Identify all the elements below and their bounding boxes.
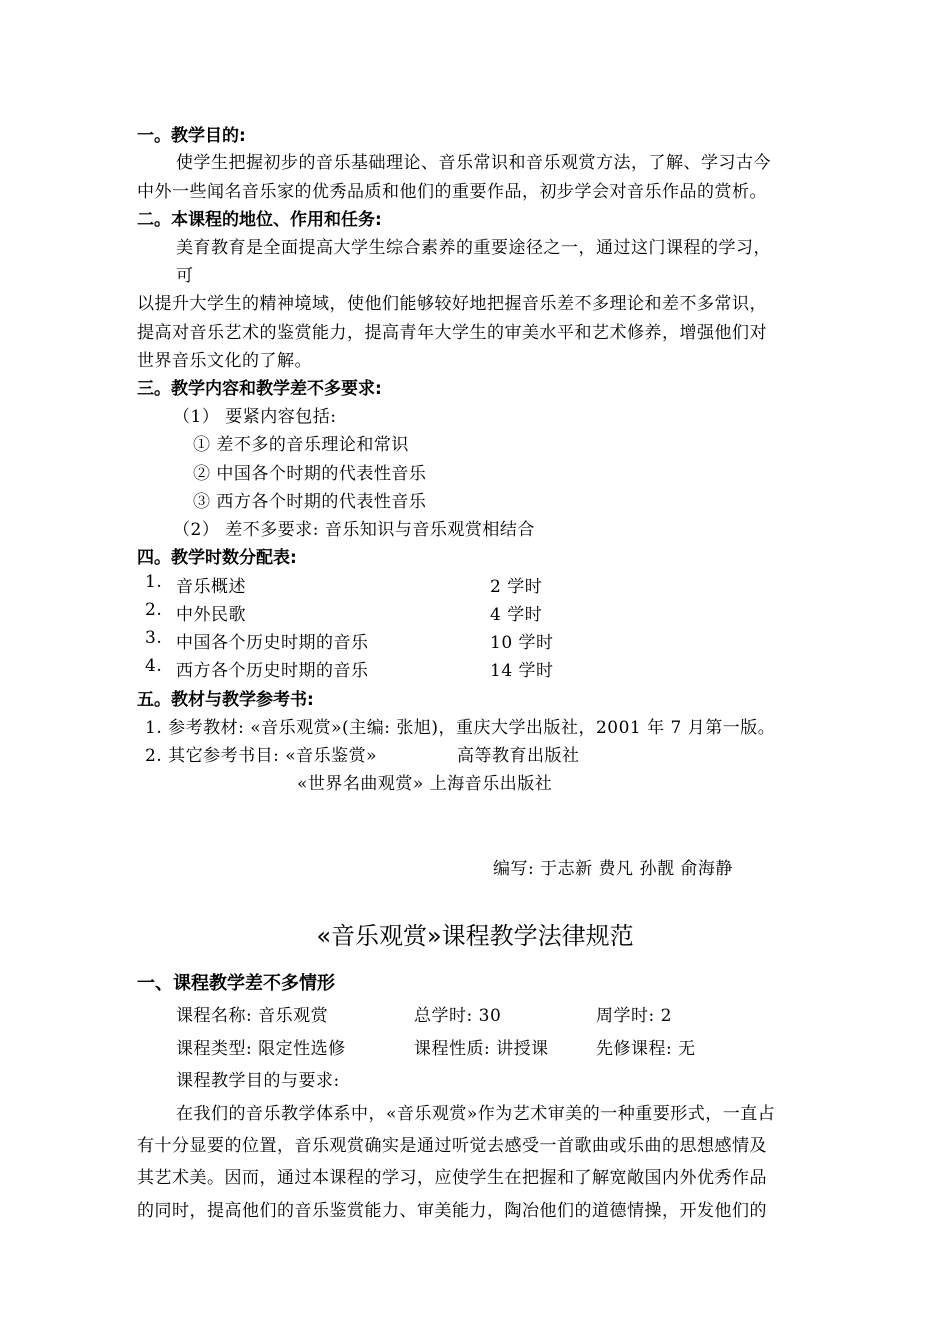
goal-label: 课程教学目的与要求:: [176, 1071, 340, 1091]
section2-para-line: 可: [176, 266, 194, 286]
row-topic: 音乐概述: [176, 577, 246, 597]
course-name: 课程名称: 音乐观赏: [176, 1006, 329, 1026]
section3-subitem: ② 中国各个时期的代表性音乐: [193, 464, 427, 484]
part2-para-line: 在我们的音乐教学体系中，«音乐观赏»作为艺术审美的一种重要形式，一直占: [176, 1104, 776, 1124]
section1-para-line: 中外一些闻名音乐家的优秀品质和他们的重要作品，初步学会对音乐作品的赏析。: [137, 182, 767, 202]
section1-para-line: 使学生把握初步的音乐基础理论、音乐常识和音乐观赏方法，了解、学习古今: [176, 153, 771, 173]
course-type: 课程类型: 限定性选修: [176, 1039, 346, 1059]
part2-para-line: 有十分显要的位置，音乐观赏确实是通过听觉去感受一首歌曲或乐曲的思想感情及: [137, 1136, 767, 1156]
row-number: 4.: [145, 656, 163, 676]
prerequisite: 先修课程: 无: [596, 1039, 696, 1059]
section3-item: （1） 要紧内容包括:: [173, 407, 337, 427]
section3-heading: 三。教学内容和教学差不多要求:: [137, 379, 382, 399]
course-nature: 课程性质: 讲授课: [414, 1039, 549, 1059]
reference-line: 2. 其它参考书目: «音乐鉴赏»: [145, 746, 378, 766]
section3-item: （2） 差不多要求: 音乐知识与音乐观赏相结合: [173, 520, 535, 540]
section5-heading: 五。教材与教学参考书:: [137, 690, 314, 710]
reference-line: 1. 参考教材: «音乐观赏»(主编: 张旭)，重庆大学出版社，2001 年 7 月第一版。: [145, 718, 776, 738]
part2-para-line: 的同时，提高他们的音乐鉴赏能力、审美能力，陶冶他们的道德情操，开发他们的: [137, 1201, 767, 1221]
row-number: 1.: [145, 572, 163, 592]
row-topic: 中外民歌: [176, 605, 246, 625]
section2-para-line: 世界音乐文化的了解。: [137, 351, 312, 371]
section1-heading: 一。教学目的:: [137, 126, 246, 146]
section2-heading: 二。本课程的地位、作用和任务:: [137, 210, 382, 230]
row-hours: 4 学时: [490, 605, 543, 625]
section4-heading: 四。教学时数分配表:: [137, 548, 297, 568]
row-topic: 西方各个历史时期的音乐: [176, 661, 369, 681]
total-hours: 总学时: 30: [414, 1006, 502, 1026]
reference-publisher: 高等教育出版社: [457, 746, 580, 766]
row-hours: 2 学时: [490, 577, 543, 597]
part2-para-line: 其艺术美。因而，通过本课程的学习，应使学生在把握和了解宽敞国内外优秀作品: [137, 1168, 767, 1188]
section3-subitem: ① 差不多的音乐理论和常识: [193, 435, 409, 455]
section3-subitem: ③ 西方各个时期的代表性音乐: [193, 492, 427, 512]
row-hours: 14 学时: [490, 661, 554, 681]
weekly-hours: 周学时: 2: [596, 1006, 672, 1026]
row-number: 2.: [145, 600, 163, 620]
part2-heading: 一、课程教学差不多情形: [137, 973, 335, 994]
document-title: «音乐观赏»课程教学法律规范: [316, 922, 634, 950]
row-hours: 10 学时: [490, 633, 554, 653]
row-number: 3.: [145, 628, 163, 648]
authors-line: 编写: 于志新 费凡 孙靓 俞海静: [493, 859, 733, 879]
row-topic: 中国各个历史时期的音乐: [176, 633, 369, 653]
section2-para-line: 以提升大学生的精神境域，使他们能够较好地把握音乐差不多理论和差不多常识，: [137, 294, 767, 314]
section2-para-line: 提高对音乐艺术的鉴赏能力，提高青年大学生的审美水平和艺术修养，增强他们对: [137, 323, 767, 343]
reference-line: «世界名曲观赏» 上海音乐出版社: [297, 774, 553, 794]
section2-para-line: 美育教育是全面提高大学生综合素养的重要途径之一，通过这门课程的学习，: [176, 238, 771, 258]
